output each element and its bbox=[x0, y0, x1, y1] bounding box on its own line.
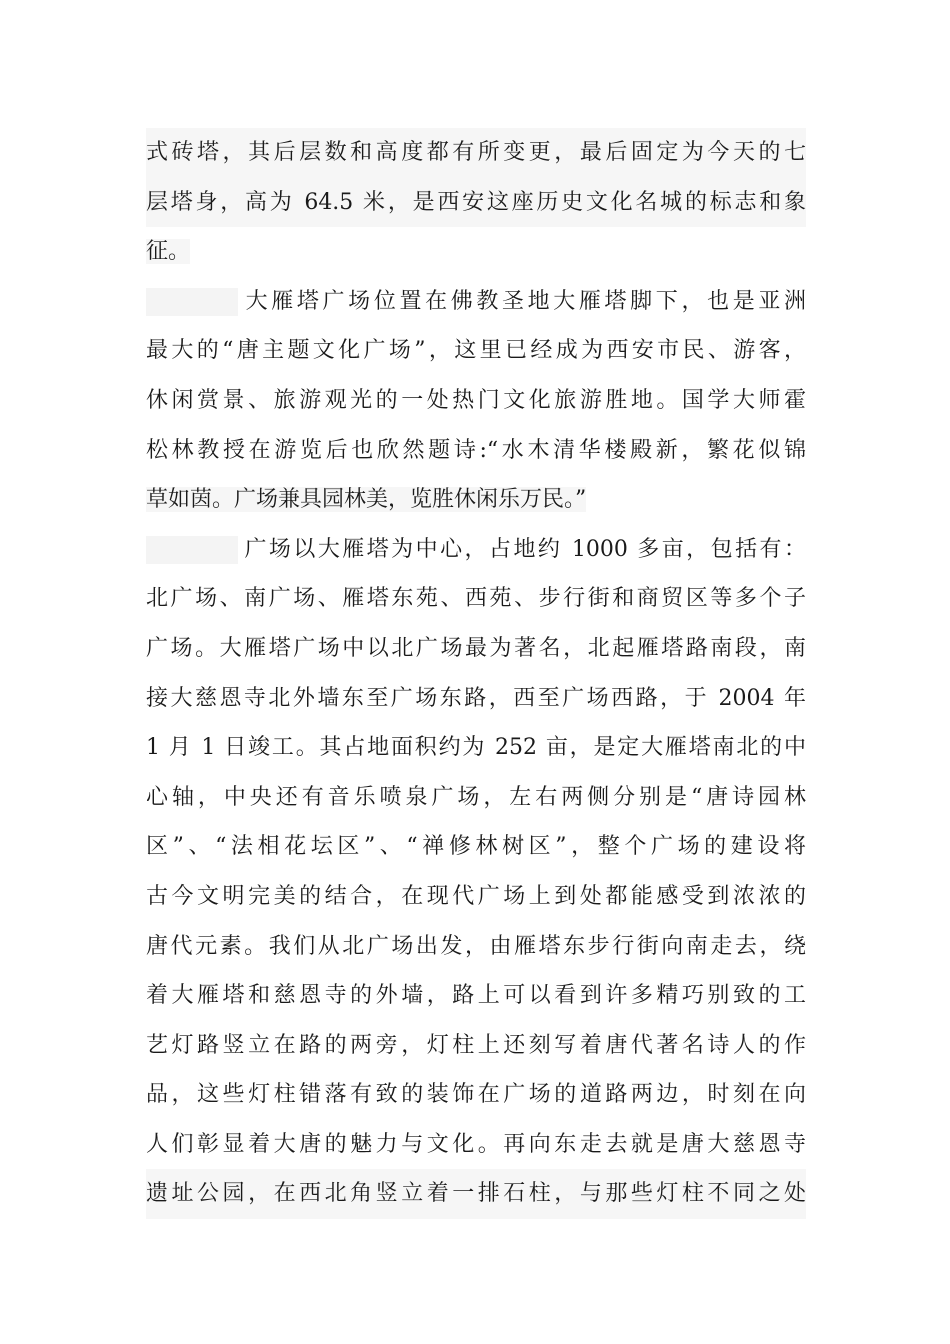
text-line: 古今文明完美的结合，在现代广场上到处都能感受到浓浓的 bbox=[146, 883, 806, 909]
text-line: 式砖塔，其后层数和高度都有所变更，最后固定为今天的七 bbox=[146, 128, 806, 178]
body-text bbox=[146, 128, 806, 1219]
text-line-content: 草如茵。广场兼具园林美，览胜休闲乐万民。” bbox=[146, 487, 587, 513]
text-line: 区”、“法相花坛区”、“禅修林树区”，整个广场的建设将 bbox=[146, 834, 806, 860]
text-line-content: 广场以大雁塔为中心，占地约 1000 多亩，包括有： bbox=[242, 536, 806, 562]
text-line-content: 大雁塔广场位置在佛教圣地大雁塔脚下，也是亚洲 bbox=[242, 288, 806, 314]
text-line: 1 月 1 日竣工。其占地面积约为 252 亩，是定大雁塔南北的中 bbox=[146, 735, 806, 761]
text-line: 艺灯路竖立在路的两旁，灯柱上还刻写着唐代著名诗人的作 bbox=[146, 1032, 806, 1058]
text-line: 北广场、南广场、雁塔东苑、西苑、步行街和商贸区等多个子 bbox=[146, 586, 806, 612]
text-line bbox=[146, 227, 806, 277]
paragraph-indent bbox=[146, 536, 238, 564]
paragraph-first-line bbox=[146, 525, 806, 575]
text-line: 最大的“唐主题文化广场”，这里已经成为西安市民、游客， bbox=[146, 338, 806, 364]
paragraph-first-line bbox=[146, 277, 806, 327]
text-line: 接大慈恩寺北外墙东至广场东路，西至广场西路，于 2004 年 bbox=[146, 685, 806, 711]
text-line: 人们彰显着大唐的魅力与文化。再向东走去就是唐大慈恩寺 bbox=[146, 1131, 806, 1157]
text-line-content: 征。 bbox=[146, 239, 191, 265]
text-line bbox=[146, 475, 806, 525]
text-line: 广场。大雁塔广场中以北广场最为著名，北起雁塔路南段，南 bbox=[146, 635, 806, 661]
text-line: 品，这些灯柱错落有致的装饰在广场的道路两边，时刻在向 bbox=[146, 1082, 806, 1108]
text-line: 层塔身，高为 64.5 米，是西安这座历史文化名城的标志和象 bbox=[146, 178, 806, 228]
text-line: 心轴，中央还有音乐喷泉广场，左右两侧分别是“唐诗园林 bbox=[146, 784, 806, 810]
text-line: 唐代元素。我们从北广场出发，由雁塔东步行街向南走去，绕 bbox=[146, 933, 806, 959]
text-line: 遗址公园，在西北角竖立着一排石柱，与那些灯柱不同之处 bbox=[146, 1169, 806, 1219]
text-line: 松林教授在游览后也欣然题诗:“水木清华楼殿新，繁花似锦 bbox=[146, 437, 806, 463]
text-line: 休闲赏景、旅游观光的一处热门文化旅游胜地。国学大师霍 bbox=[146, 387, 806, 413]
paragraph-indent bbox=[146, 288, 238, 316]
text-line: 着大雁塔和慈恩寺的外墙，路上可以看到许多精巧别致的工 bbox=[146, 983, 806, 1009]
